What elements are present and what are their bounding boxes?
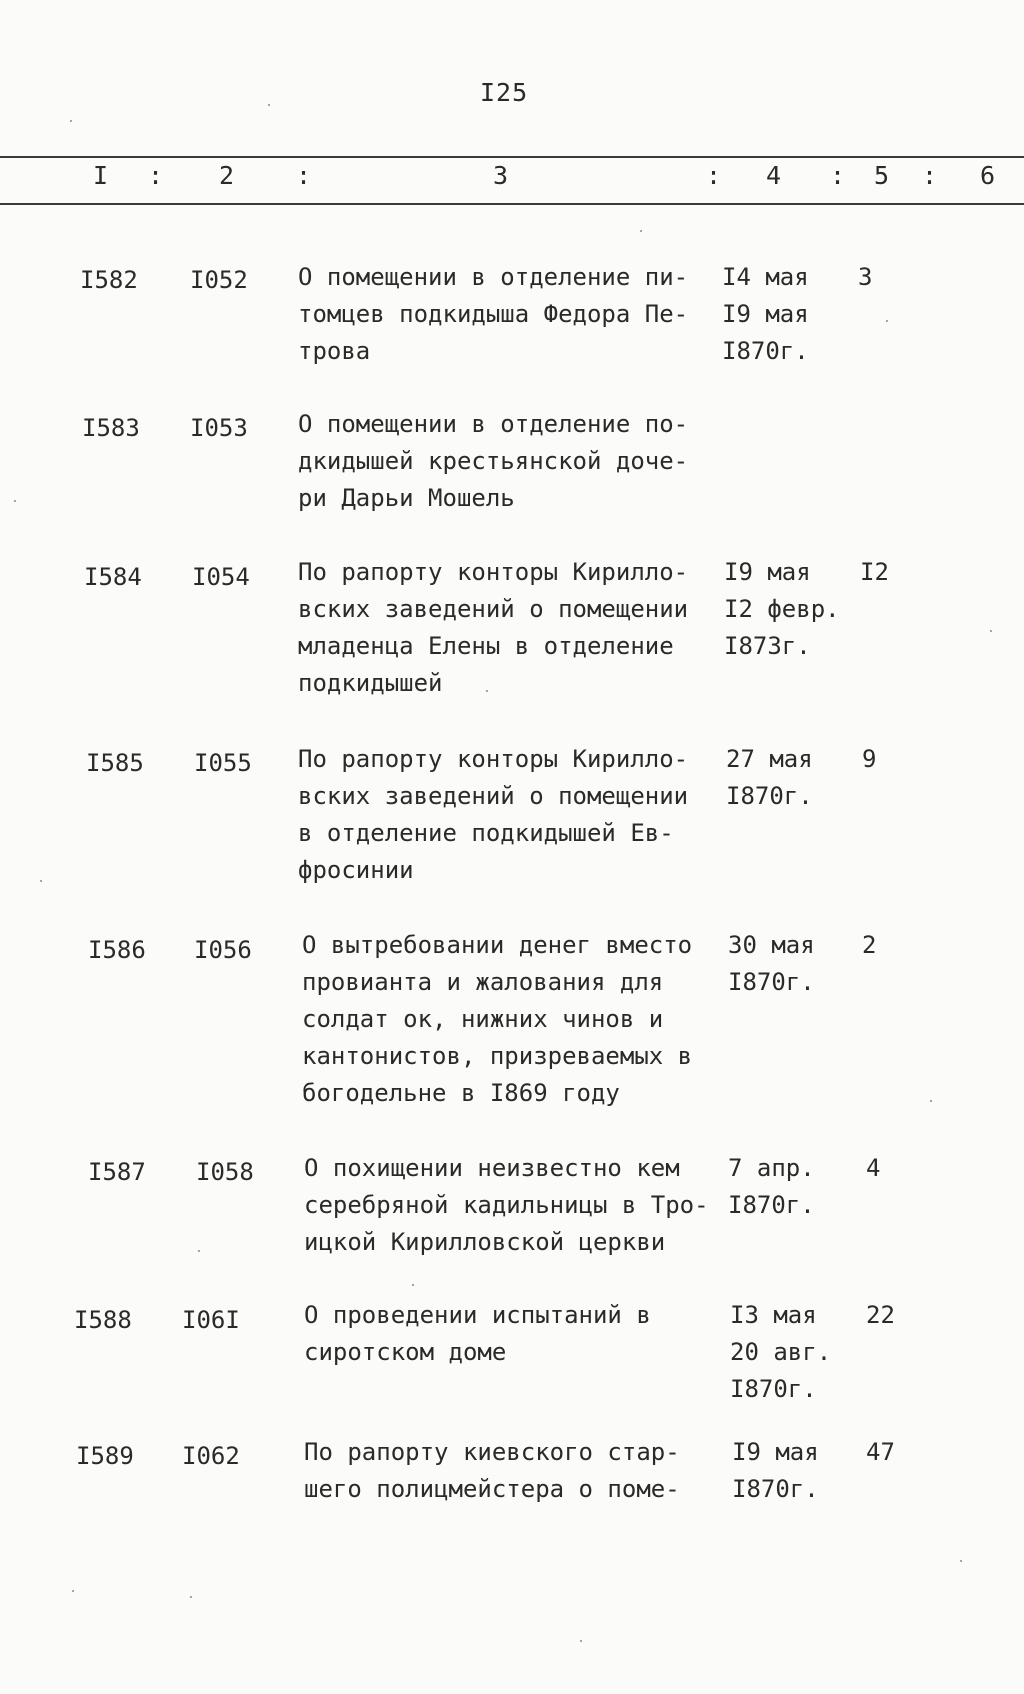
scan-speck (580, 1640, 582, 1642)
entry-dates (732, 1434, 819, 1508)
scan-speck (70, 120, 72, 122)
title-line: По рапорту киевского стар- (304, 1438, 680, 1466)
scan-speck (886, 320, 888, 322)
title-line: сиротском доме (304, 1338, 507, 1366)
entry-number: I586 (88, 936, 146, 964)
title-line: подкидышей (298, 669, 443, 697)
title-line: дкидышей крестьянской доче- (298, 447, 689, 475)
title-line: младенца Елены в отделение (298, 632, 674, 660)
date-line: I9 мая (722, 300, 809, 328)
date-line: 30 мая (728, 931, 815, 959)
date-line: I873г. (724, 632, 811, 660)
title-line: О помещении в отделение по- (298, 410, 689, 438)
title-line: По рапорту конторы Кирилло- (298, 558, 689, 586)
scan-speck (268, 104, 270, 106)
sheet-count: 2 (862, 931, 877, 959)
entry-title (298, 259, 688, 370)
entry-title (298, 406, 688, 517)
date-line: I870г. (722, 337, 809, 365)
entry-number: I584 (84, 563, 142, 591)
title-line: фросинии (298, 856, 414, 884)
page-number: I25 (480, 78, 529, 107)
scan-speck (412, 1284, 414, 1286)
title-line: томцев подкидыша Федора Пе- (298, 300, 689, 328)
title-line: богодельне в I869 году (302, 1079, 620, 1107)
title-line: О помещении в отделение пи- (298, 263, 689, 291)
scan-speck (14, 500, 16, 502)
title-line: ицкой Кирилловской церкви (304, 1228, 666, 1256)
date-line: I9 мая (732, 1438, 819, 1466)
entry-title (298, 741, 688, 889)
scan-speck (990, 630, 992, 632)
file-number: I06I (182, 1306, 240, 1334)
date-line: I2 февр. (724, 595, 840, 623)
col-separator: : (706, 161, 722, 190)
date-line: I870г. (728, 968, 815, 996)
date-line: I4 мая (722, 263, 809, 291)
entry-title (304, 1297, 651, 1371)
col-header-1: I (93, 161, 109, 190)
sheet-count: 4 (866, 1154, 881, 1182)
scan-speck (72, 1590, 74, 1592)
file-number: I058 (196, 1158, 254, 1186)
file-number: I055 (194, 749, 252, 777)
sheet-count: 3 (858, 263, 873, 291)
sheet-count: 9 (862, 745, 877, 773)
scan-speck (640, 230, 642, 232)
title-line: ри Дарьи Мошель (298, 484, 515, 512)
scan-speck (40, 880, 42, 882)
scan-speck (960, 1560, 962, 1562)
sheet-count: 47 (866, 1438, 895, 1466)
date-line: I870г. (726, 782, 813, 810)
entry-title (298, 554, 688, 702)
date-line: I3 мая (730, 1301, 817, 1329)
title-line: серебряной кадильницы в Тро- (304, 1191, 709, 1219)
entry-dates (728, 1150, 815, 1224)
date-line: 20 авг. (730, 1338, 832, 1366)
entry-title (304, 1434, 680, 1508)
entry-dates (722, 259, 809, 370)
entry-dates (730, 1297, 831, 1408)
entry-number: I582 (80, 266, 138, 294)
title-line: кантонистов, призреваемых в (302, 1042, 693, 1070)
col-separator: : (148, 161, 164, 190)
date-line: I9 мая (724, 558, 811, 586)
scan-speck (486, 690, 488, 692)
date-line: I870г. (730, 1375, 817, 1403)
entry-title (302, 927, 692, 1112)
file-number: I062 (182, 1442, 240, 1470)
entry-dates (728, 927, 815, 1001)
entry-number: I585 (86, 749, 144, 777)
date-line: 7 апр. (728, 1154, 815, 1182)
header-rule-bottom (0, 203, 1024, 205)
col-separator: : (830, 161, 846, 190)
col-header-5: 5 (874, 161, 890, 190)
title-line: О проведении испытаний в (304, 1301, 651, 1329)
title-line: солдат ок, нижних чинов и (302, 1005, 664, 1033)
entry-number: I583 (82, 414, 140, 442)
title-line: провианта и жалования для (302, 968, 664, 996)
col-separator: : (922, 161, 938, 190)
sheet-count: I2 (860, 558, 889, 586)
scan-speck (190, 1596, 192, 1598)
col-header-4: 4 (766, 161, 782, 190)
file-number: I053 (190, 414, 248, 442)
date-line: I870г. (728, 1191, 815, 1219)
file-number: I054 (192, 563, 250, 591)
sheet-count: 22 (866, 1301, 895, 1329)
entry-number: I587 (88, 1158, 146, 1186)
scan-speck (198, 1250, 200, 1252)
date-line: I870г. (732, 1475, 819, 1503)
date-line: 27 мая (726, 745, 813, 773)
entry-dates (726, 741, 813, 815)
title-line: По рапорту конторы Кирилло- (298, 745, 689, 773)
title-line: вских заведений о помещении (298, 595, 689, 623)
col-separator: : (296, 161, 312, 190)
header-rule-top (0, 156, 1024, 158)
file-number: I052 (190, 266, 248, 294)
title-line: в отделение подкидышей Ев- (298, 819, 674, 847)
col-header-2: 2 (219, 161, 235, 190)
title-line: О вытребовании денег вместо (302, 931, 693, 959)
entry-number: I589 (76, 1442, 134, 1470)
title-line: трова (298, 337, 371, 365)
scan-speck (930, 1100, 932, 1102)
entry-title (304, 1150, 709, 1261)
entry-number: I588 (74, 1306, 132, 1334)
col-header-3: 3 (493, 161, 509, 190)
col-header-6: 6 (980, 161, 996, 190)
title-line: шего полицмейстера о поме- (304, 1475, 680, 1503)
title-line: О похищении неизвестно кем (304, 1154, 680, 1182)
entry-dates (724, 554, 840, 665)
title-line: вских заведений о помещении (298, 782, 689, 810)
file-number: I056 (194, 936, 252, 964)
